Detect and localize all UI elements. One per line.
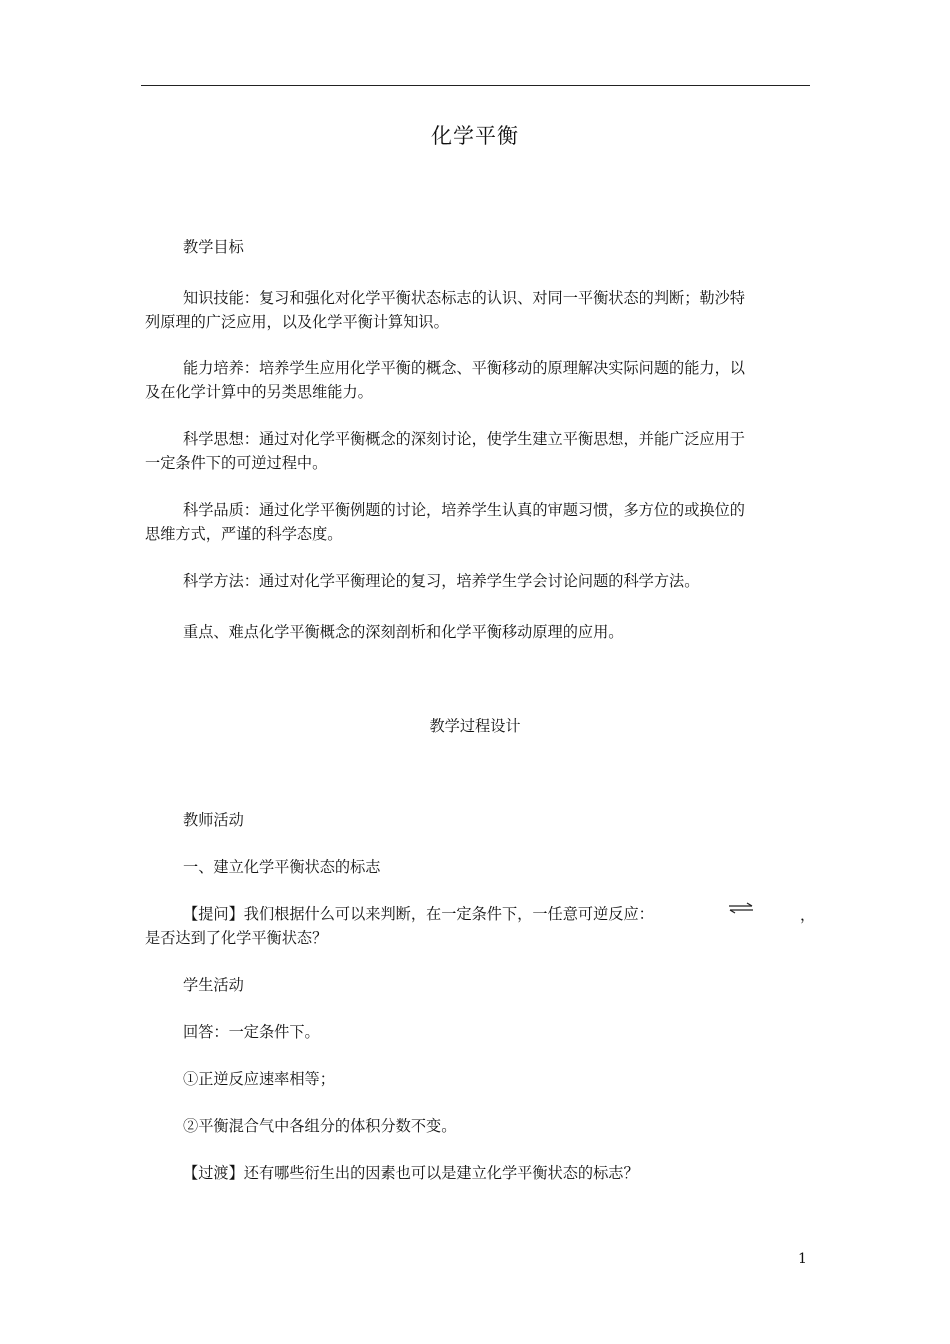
science-quality-line2: 思维方式，严谨的科学态度。 (145, 525, 343, 543)
teacher-activity-heading: 教师活动 (183, 811, 244, 829)
document-title: 化学平衡 (431, 124, 519, 148)
answer-line: 回答：一定条件下。 (183, 1023, 320, 1041)
knowledge-skills-line1: 知识技能：复习和强化对化学平衡状态标志的认识、对同一平衡状态的判断；勒沙特 (183, 289, 745, 307)
knowledge-skills-line2: 列原理的广泛应用，以及化学平衡计算知识。 (145, 313, 449, 331)
page-number: 1 (798, 1251, 807, 1267)
question-line2: 是否达到了化学平衡状态？ (145, 929, 328, 947)
answer-item-2: ②平衡混合气中各组分的体积分数不变。 (183, 1117, 457, 1135)
ability-line2: 及在化学计算中的另类思维能力。 (145, 383, 373, 401)
goals-heading: 教学目标 (183, 238, 244, 256)
science-method: 科学方法：通过对化学平衡理论的复习，培养学生学会讨论问题的科学方法。 (183, 572, 700, 590)
student-activity-heading: 学生活动 (183, 976, 244, 994)
ability-line1: 能力培养：培养学生应用化学平衡的概念、平衡移动的原理解决实际问题的能力，以 (183, 359, 745, 377)
reversible-arrows-icon (728, 902, 754, 914)
science-quality-line1: 科学品质：通过化学平衡例题的讨论，培养学生认真的审题习惯，多方位的或换位的 (183, 501, 745, 519)
question-comma: ， (800, 906, 816, 924)
science-thought-line1: 科学思想：通过对化学平衡概念的深刻讨论，使学生建立平衡思想，并能广泛应用于 (183, 430, 745, 448)
transition-line: 【过渡】还有哪些衍生出的因素也可以是建立化学平衡状态的标志？ (183, 1164, 639, 1182)
key-points: 重点、难点化学平衡概念的深刻剖析和化学平衡移动原理的应用。 (183, 623, 624, 641)
answer-item-1: ①正逆反应速率相等； (183, 1070, 335, 1088)
science-thought-line2: 一定条件下的可逆过程中。 (145, 454, 328, 472)
header-rule (141, 85, 810, 86)
process-heading: 教学过程设计 (429, 717, 521, 735)
question-line1: 【提问】我们根据什么可以来判断，在一定条件下，一任意可逆反应： (183, 905, 654, 923)
section-one-heading: 一、建立化学平衡状态的标志 (183, 858, 381, 876)
